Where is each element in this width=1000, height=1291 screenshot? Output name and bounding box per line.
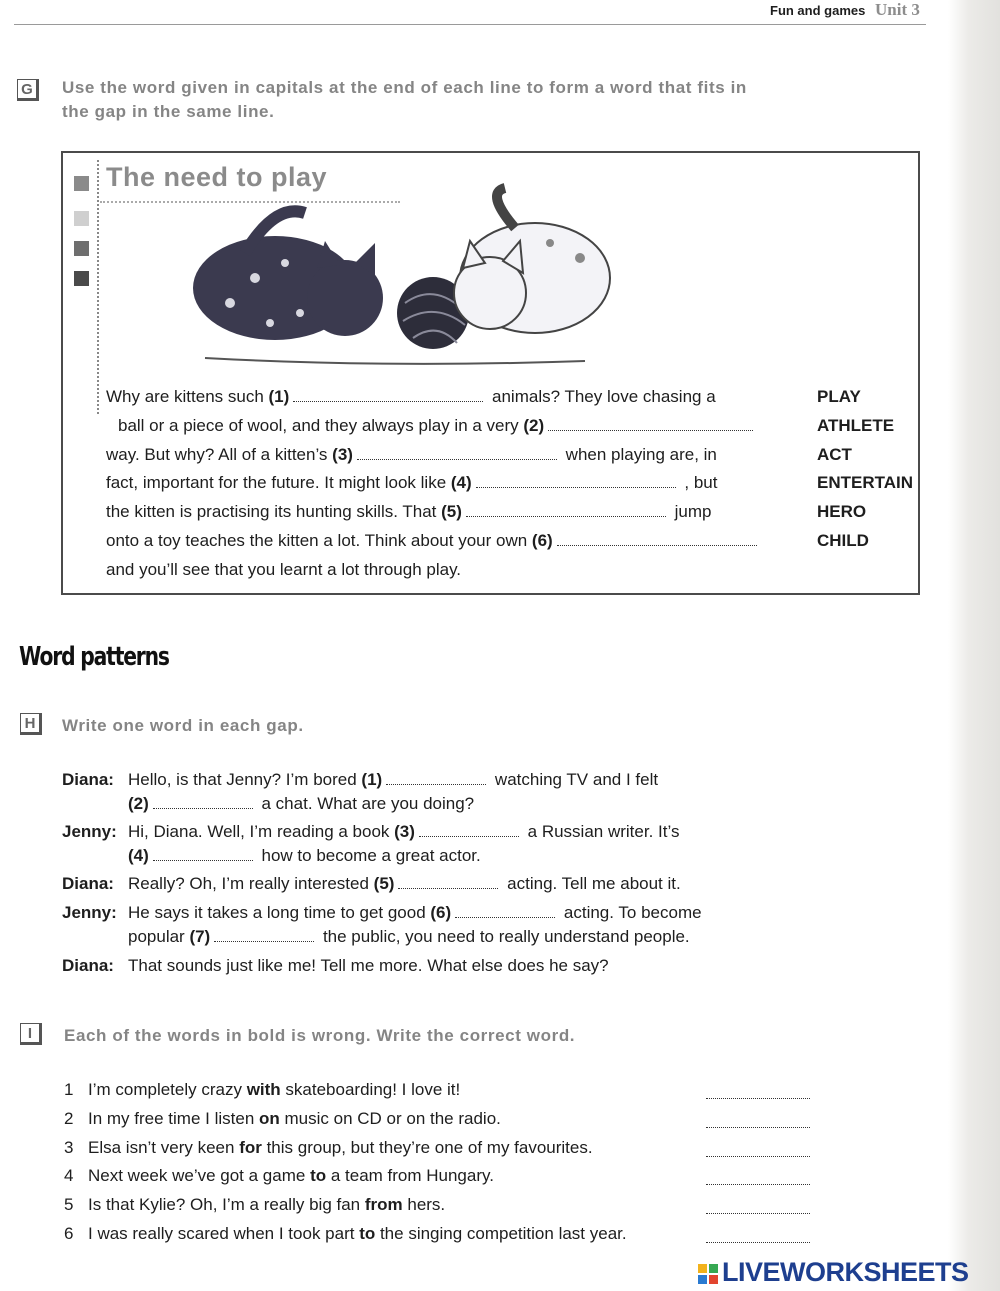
- dialog-line: Really? Oh, I’m really interested (5) acting. Tell me about it.: [128, 874, 681, 893]
- text-line-7: and you’ll see that you learnt a lot through play.: [106, 560, 462, 579]
- base-word: ACT: [817, 445, 852, 464]
- decor-square: [74, 241, 89, 256]
- list-item: 2 In my free time I listen on music on CD or on the radio.: [64, 1109, 501, 1128]
- base-word: CHILD: [817, 531, 869, 550]
- text-line-4: fact, important for the future. It might look like (4) , but: [106, 473, 718, 492]
- gap-h5[interactable]: [398, 875, 498, 889]
- base-word: ENTERTAIN: [817, 473, 914, 492]
- list-item: 5 Is that Kylie? Oh, I’m a really big fan from hers.: [64, 1195, 446, 1214]
- dialog-line: (4) how to become a great actor.: [128, 846, 481, 865]
- word-patterns-title: Word patterns: [19, 642, 169, 672]
- answer-gap-1[interactable]: [706, 1097, 810, 1099]
- dialog-line: He says it takes a long time to get good (6) acting. To become: [128, 903, 702, 922]
- gap-h6[interactable]: [455, 904, 555, 918]
- speaker: Diana:: [62, 956, 114, 975]
- gap-1[interactable]: [293, 388, 483, 402]
- speaker: Diana:: [62, 874, 114, 893]
- exercise-i-instruction: Each of the words in bold is wrong. Write the correct word.: [64, 1026, 576, 1045]
- dialog-line: Hello, is that Jenny? I’m bored (1) watching TV and I felt: [128, 770, 659, 789]
- box-title: The need to play: [106, 162, 328, 192]
- text-line-5: the kitten is practising its hunting skills. That (5) jump: [106, 502, 712, 521]
- logo-text: LIVEWORKSHEETS: [722, 1257, 969, 1287]
- gap-h4[interactable]: [153, 847, 253, 861]
- text-line-6: onto a toy teaches the kitten a lot. Think about your own (6): [106, 526, 761, 555]
- base-word: PLAY: [817, 387, 861, 406]
- text-line-2: ball or a piece of wool, and they always play in a very (2): [118, 411, 757, 440]
- page-header: [770, 0, 920, 20]
- answer-gap-6[interactable]: [706, 1241, 810, 1243]
- list-item: 6 I was really scared when I took part to the singing competition last year.: [64, 1224, 627, 1243]
- answer-gap-4[interactable]: [706, 1183, 810, 1185]
- base-word: HERO: [817, 502, 867, 521]
- header-section: Fun and games: [770, 3, 866, 18]
- exercise-h-letter: H: [20, 713, 42, 735]
- gap-h1[interactable]: [386, 771, 486, 785]
- gap-h3[interactable]: [419, 823, 519, 837]
- gap-6[interactable]: [557, 532, 757, 546]
- gap-2[interactable]: [548, 417, 753, 431]
- header-unit: Unit 3: [874, 0, 920, 19]
- exercise-i-letter: I: [20, 1023, 42, 1045]
- decor-square: [74, 211, 89, 226]
- speaker: Jenny:: [62, 822, 117, 841]
- answer-gap-5[interactable]: [706, 1212, 810, 1214]
- dialog-line: (2) a chat. What are you doing?: [128, 794, 475, 813]
- speaker: Jenny:: [62, 903, 117, 922]
- base-word: ATHLETE: [817, 416, 895, 435]
- answer-gap-3[interactable]: [706, 1155, 810, 1157]
- exercise-g-instruction-2: the gap in the same line.: [62, 102, 275, 121]
- exercise-h-instruction: Write one word in each gap.: [62, 716, 304, 735]
- exercise-g-letter: G: [17, 79, 39, 101]
- dialog-line: That sounds just like me! Tell me more. What else does he say?: [128, 956, 609, 975]
- gap-3[interactable]: [357, 446, 557, 460]
- logo-icon: [698, 1264, 718, 1284]
- gap-5[interactable]: [466, 503, 666, 517]
- text-line-3: way. But why? All of a kitten’s (3) when playing are, in: [106, 445, 717, 464]
- kittens-illustration: [185, 183, 625, 373]
- answer-gap-2[interactable]: [706, 1126, 810, 1128]
- gap-h2[interactable]: [153, 795, 253, 809]
- page-edge-shadow: [948, 0, 1000, 1291]
- list-item: 4 Next week we’ve got a game to a team from Hungary.: [64, 1166, 494, 1185]
- decor-square: [74, 271, 89, 286]
- gap-4[interactable]: [476, 474, 676, 488]
- decor-square: [74, 176, 89, 191]
- text-line-1: Why are kittens such (1) animals? They love chasing a: [106, 387, 716, 406]
- list-item: 1 I’m completely crazy with skateboarding! I love it!: [64, 1080, 461, 1099]
- liveworksheets-logo: [698, 1257, 969, 1288]
- dotted-guide-vertical: [97, 160, 99, 414]
- dialog-line: popular (7) the public, you need to really understand people.: [128, 927, 690, 946]
- header-rule: [14, 24, 926, 25]
- dialog-line: Hi, Diana. Well, I’m reading a book (3) a Russian writer. It’s: [128, 822, 680, 841]
- exercise-g-instruction-1: Use the word given in capitals at the end of each line to form a word that fits in: [62, 78, 747, 97]
- speaker: Diana:: [62, 770, 114, 789]
- list-item: 3 Elsa isn’t very keen for this group, but they’re one of my favourites.: [64, 1138, 593, 1157]
- gap-h7[interactable]: [214, 928, 314, 942]
